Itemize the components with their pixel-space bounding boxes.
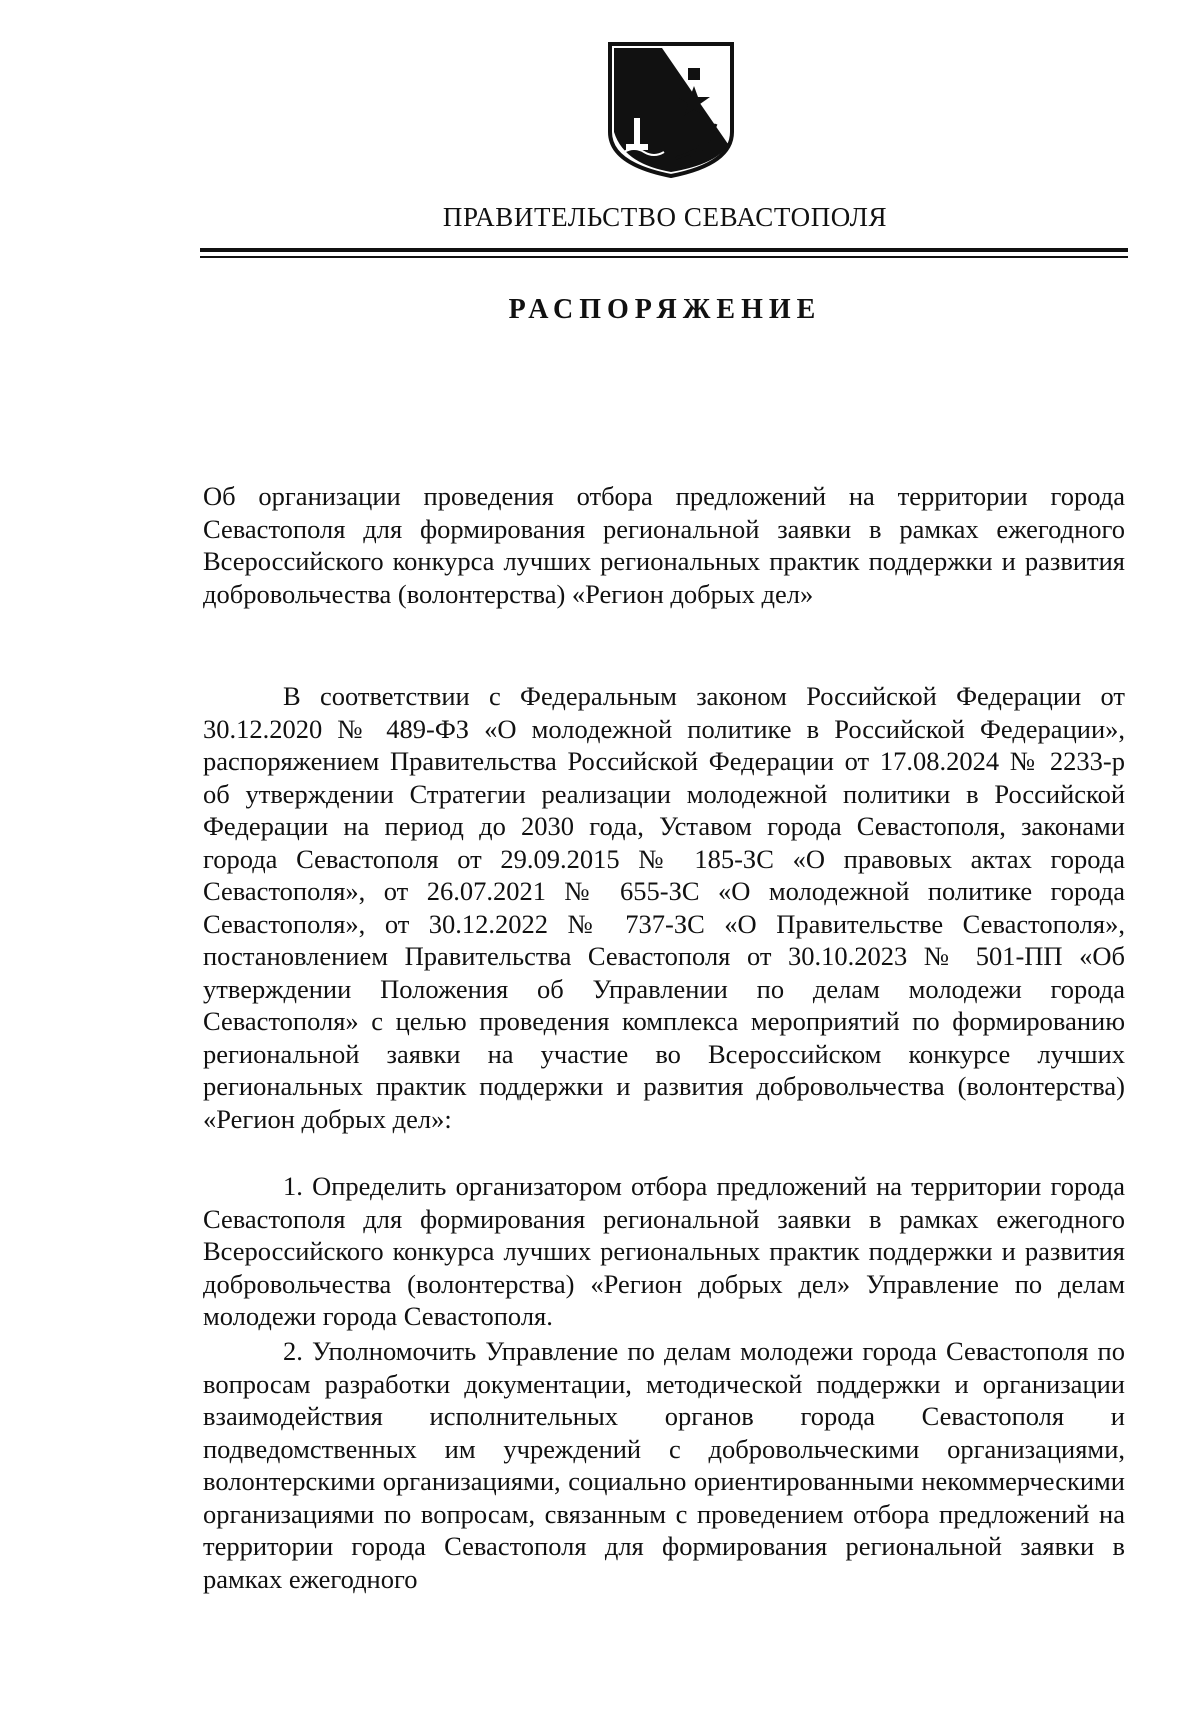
order-item-2: 2. Уполномочить Управление по делам молодежи города Севастополя по вопросам разработки документации, методической поддержки и организации взаимодействия исполнительных органов города Севастополя и подведомственных им учреждений с добровольческими организациями, волонтерскими организациями, социально ориентированными некоммерческими организациями по вопросам, связанным с проведением отбора предложений на территории города Севастополя для формирования региональной заявки в рамках ежегодного: [203, 1336, 1125, 1594]
preamble-paragraph: В соответствии с Федеральным законом Российской Федерации от 30.12.2020 № 489-ФЗ «О молодежной политике в Российской Федерации», распоряжением Правительства Российской Федерации от 17.08.2024 № 2233-р об утверждении Стратегии реализации молодежной политики в Российской Федерации на период до 2030 года, Уставом города Севастополя, законами города Севастополя от 29.09.2015 № 185-ЗС «О правовых актах города Севастополя», от 26.07.2021 № 655-ЗС «О молодежной политике города Севастополя», от 30.12.2022 № 737-ЗС «О Правительстве Севастополя», постановлением Правительства Севастополя от 30.10.2023 № 501-ПП «Об утверждении Положения об Управлении по делам молодежи города Севастополя» с целью проведения комплекса мероприятий по формированию региональной заявки на участие во Всероссийском конкурсе лучших региональных практик поддержки и развития добровольчества (волонтерства) «Регион добрых дел»:: [203, 681, 1125, 1134]
document-subject: Об организации проведения отбора предложений на территории города Севастополя для формирования региональной заявки в рамках ежегодного Всероссийского конкурса лучших региональных практик поддержки и развития добровольчества (волонтерства) «Регион добрых дел»: [203, 481, 1125, 609]
header-divider-thick: [200, 248, 1128, 252]
government-name: ПРАВИТЕЛЬСТВО СЕВАСТОПОЛЯ: [442, 202, 888, 232]
document-type-title: РАСПОРЯЖЕНИЕ: [508, 294, 822, 325]
header-divider-thin: [200, 256, 1128, 258]
sevastopol-coat-of-arms-icon: [606, 40, 736, 180]
order-item-1: 1. Определить организатором отбора предложений на территории города Севастополя для формирования региональной заявки в рамках ежегодного Всероссийского конкурса лучших региональных практик поддержки и развития добровольчества (волонтерства) «Регион добрых дел» Управление по делам молодежи города Севастополя.: [203, 1171, 1125, 1331]
